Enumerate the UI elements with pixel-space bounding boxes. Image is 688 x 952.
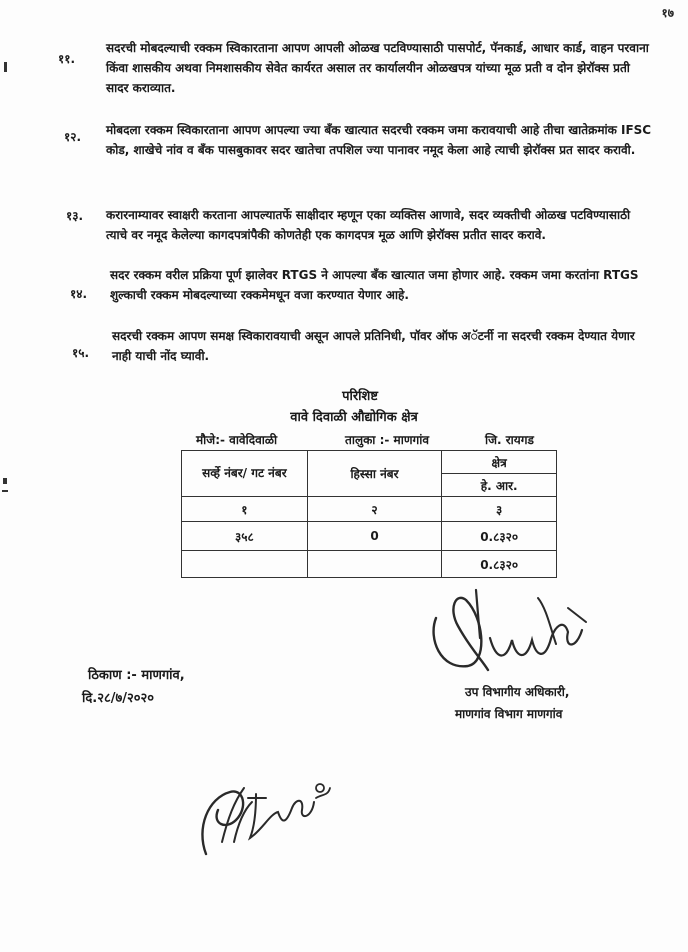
district-label: जि. रायगड <box>485 433 534 447</box>
table-cell: 0.८३२० <box>442 522 557 551</box>
table-cell <box>307 551 442 578</box>
table-colnum-row <box>182 497 557 522</box>
table-cell: २ <box>307 497 442 522</box>
item-text: सदरची मोबदल्याची रक्कम स्विकारताना आपण आपली ओळख पटविण्यासाठी पासपोर्ट, पॅनकार्ड, आधार कार्ड, वाहन परवाना किंवा शासकीय अथवा निमशासकीय सेवेत कार्यरत असाल तर कार्यालयीन ओळखपत्र यांच्या मूळ प्रती व दोन झेरॉक्स प्रती सादर कराव्यात. <box>106 41 649 95</box>
header-survey <box>182 451 308 497</box>
taluka-label: तालुका :- माणगांव <box>345 433 430 447</box>
table-cell: ३५८ <box>182 522 308 551</box>
mouje-label: मौजे:- वावेदिवाळी <box>196 433 278 447</box>
table-cell: 0 <box>307 522 442 551</box>
item-number: १५. <box>72 346 90 360</box>
header-area <box>442 451 557 474</box>
table-cell: ३ <box>442 497 557 522</box>
header-area-unit-text: हे. आर. <box>480 478 518 493</box>
header-area-unit <box>442 474 557 497</box>
location-line <box>0 431 688 449</box>
header-survey-text: सर्व्हे नंबर/ गट नंबर <box>202 466 287 480</box>
appendix-title: परिशिष्ट <box>342 389 378 404</box>
item-text: मोबदला रक्कम स्विकारताना आपण आपल्या ज्या बँक खात्यात सदरची रक्कम जमा करावयाची आहे तीचा खातेक्रमांक IFSC कोड, शाखेचे नांव व बँक पासबुकावर सदर खातेचा तपशिल ज्या पानावर नमूद केला आहे त्याची झेरॉक्स प्रत सादर करावी. <box>106 123 652 157</box>
item-number: १३. <box>66 209 84 223</box>
witness-signature <box>182 758 342 868</box>
date-label: दि.२८/७/२०२० <box>82 691 155 706</box>
scan-mark <box>4 62 7 72</box>
header-area-text: क्षेत्र <box>491 455 507 470</box>
item-number: १२. <box>64 130 82 144</box>
table-row <box>182 522 557 551</box>
survey-table <box>181 450 557 578</box>
item-text: सदरची रक्कम आपण समक्ष स्विकारावयाची असून आपले प्रतिनिधी, पॉवर ऑफ अॅटर्नी ना सदरची रक्कम देण्यात येणार नाही याची नोंद घ्यावी. <box>112 329 635 363</box>
item-number: १४. <box>70 287 88 301</box>
officer-signature <box>418 578 608 688</box>
item-text: करारनाम्यावर स्वाक्षरी करताना आपल्यातर्फे साक्षीदार म्हणून एका व्यक्तिस आणावे, सदर व्यक्तीची ओळख पटविण्यासाठी त्याचे वर नमूद केलेल्या कागदपत्रांपैकी कोणतेही एक कागदपत्र मूळ आणि झेरॉक्स प्रतीत सादर करावे. <box>106 208 631 242</box>
scan-mark <box>3 478 7 484</box>
appendix-subtitle: वावे दिवाळी औद्योगिक क्षेत्र <box>290 410 418 425</box>
officer-office: माणगांव विभाग माणगांव <box>455 707 563 721</box>
page-number: १७ <box>661 6 674 20</box>
header-hissa <box>307 451 442 497</box>
scan-mark <box>2 490 8 492</box>
item-text: सदर रक्कम वरील प्रक्रिया पूर्ण झालेवर RTGS ने आपल्या बँक खात्यात जमा होणार आहे. रक्कम जमा करतांना RTGS शुल्काची रक्कम मोबदल्याच्या रक्कमेमधून वजा करण्यात येणार आहे. <box>110 268 639 302</box>
item-number: ११. <box>58 52 76 66</box>
table-header-row <box>182 451 557 474</box>
header-hissa-text: हिस्सा नंबर <box>350 467 399 481</box>
table-total-row <box>182 551 557 578</box>
table-cell: १ <box>182 497 308 522</box>
table-cell <box>182 551 308 578</box>
table-cell: 0.८३२० <box>442 551 557 578</box>
place-label: ठिकाण :- माणगांव, <box>88 668 185 683</box>
officer-designation: उप विभागीय अधिकारी, <box>465 685 570 699</box>
